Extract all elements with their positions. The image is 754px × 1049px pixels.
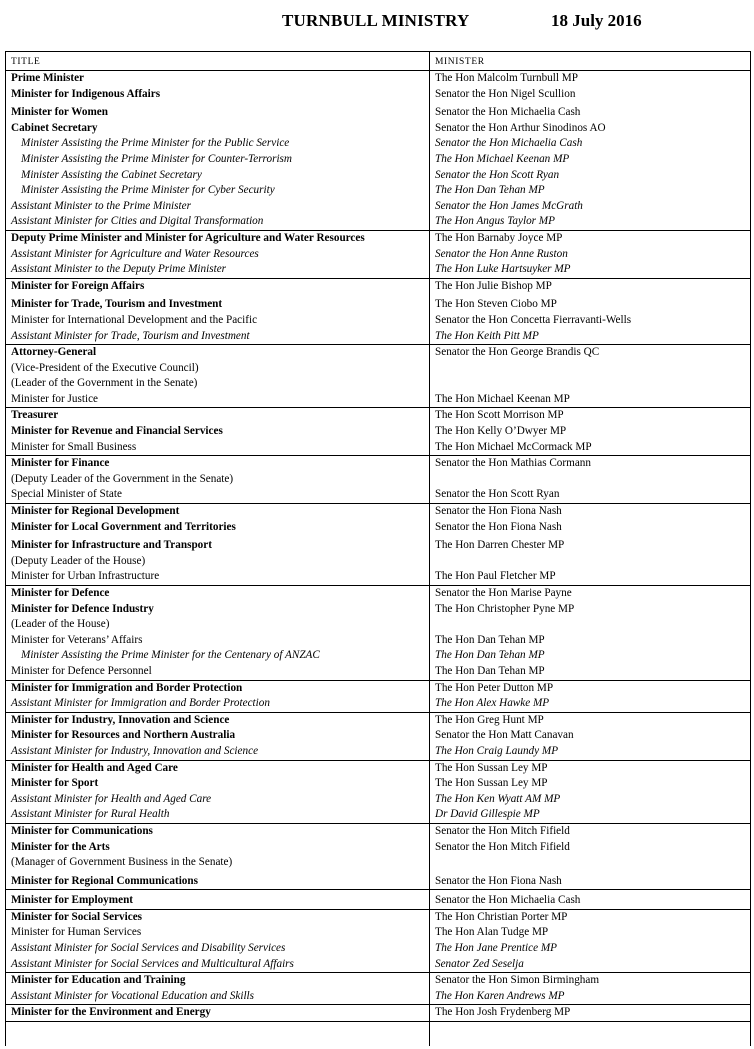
minister-name: The Hon Greg Hunt MP (429, 712, 751, 728)
minister-name: Senator the Hon Fiona Nash (435, 874, 562, 887)
document-title: TURNBULL MINISTRY (282, 11, 470, 30)
table-row (5, 807, 751, 823)
table-row (5, 664, 751, 680)
minister-name: The Hon Peter Dutton MP (429, 680, 751, 696)
minister-name (429, 617, 751, 633)
table-row (5, 361, 751, 377)
minister-name: Senator the Hon Mitch Fifield (429, 823, 751, 839)
minister-name: The Hon Scott Morrison MP (429, 408, 751, 424)
office-title: Minister for Foreign Affairs (5, 278, 429, 294)
table-header-row (5, 52, 751, 71)
table-row (5, 278, 751, 294)
minister-name: Senator the Hon Simon Birmingham (429, 973, 751, 989)
minister-name (429, 472, 751, 488)
minister-name: Dr David Gillespie MP (435, 808, 540, 821)
table-row (5, 792, 751, 808)
table-row (5, 973, 751, 989)
office-title: Minister for Revenue and Financial Services (11, 425, 223, 438)
ministry-table (5, 51, 751, 1022)
table-row (5, 152, 751, 168)
minister-name (429, 554, 751, 570)
table-row (5, 989, 751, 1005)
minister-name: Senator the Hon Scott Ryan (435, 488, 560, 501)
document-date: 18 July 2016 (551, 11, 642, 30)
table-row (5, 680, 751, 696)
office-title: Minister for Urban Infrastructure (11, 570, 160, 583)
table-column-divider (429, 51, 430, 1046)
table-row (5, 71, 751, 87)
office-title: (Deputy Leader of the House) (11, 554, 146, 567)
table-row (5, 168, 751, 184)
document-header (0, 11, 754, 35)
office-title: Minister Assisting the Cabinet Secretary (21, 168, 202, 181)
minister-name: The Hon Ken Wyatt AM MP (435, 792, 561, 805)
table-row (5, 329, 751, 345)
table-row (5, 554, 751, 570)
column-header-minister: MINISTER (429, 52, 751, 71)
table-row (5, 376, 751, 392)
table-row (5, 712, 751, 728)
minister-name: The Hon Christian Porter MP (429, 909, 751, 925)
office-title: Minister Assisting the Prime Minister for the Centenary of ANZAC (21, 649, 320, 662)
table-row (5, 121, 751, 137)
office-title: Assistant Minister for Industry, Innovation and Science (11, 744, 259, 757)
office-title: Minister for Defence (5, 586, 429, 602)
office-title: Minister for Health and Aged Care (5, 760, 429, 776)
table-row (5, 728, 751, 744)
minister-name: Senator the Hon Fiona Nash (435, 520, 562, 533)
minister-name: The Hon Kelly O’Dwyer MP (435, 425, 567, 438)
office-title: Assistant Minister for Vocational Education and Skills (11, 989, 255, 1002)
column-header-title: TITLE (5, 52, 429, 71)
table-row (5, 313, 751, 329)
office-title: Minister for Indigenous Affairs (11, 87, 161, 100)
office-title: Minister Assisting the Prime Minister for Counter-Terrorism (21, 152, 292, 165)
table-row (5, 87, 751, 103)
minister-name: Senator the Hon Anne Ruston (435, 247, 568, 260)
table-row (5, 823, 751, 839)
office-title: Minister for Local Government and Territories (11, 520, 236, 533)
table-left-border (5, 51, 6, 1046)
minister-name: The Hon Michael Keenan MP (435, 152, 570, 165)
office-title: Assistant Minister for Health and Aged Care (11, 792, 212, 805)
table-row (5, 925, 751, 941)
office-title: Minister for Regional Communications (11, 874, 198, 887)
minister-name: Senator the Hon Michaelia Cash (435, 106, 581, 119)
minister-name: Senator the Hon Scott Ryan (435, 168, 560, 181)
minister-name (429, 361, 751, 377)
office-title: Minister for Defence Personnel (11, 664, 152, 677)
table-row (5, 214, 751, 230)
minister-name: The Hon Dan Tehan MP (435, 633, 545, 646)
minister-name: Senator the Hon George Brandis QC (429, 345, 751, 361)
office-title: Minister for Infrastructure and Transport (11, 539, 212, 552)
table-row (5, 941, 751, 957)
table-right-border (750, 51, 751, 1046)
office-title: Minister for Justice (11, 392, 98, 405)
minister-name: Senator the Hon Concetta Fierravanti-Wells (435, 313, 632, 326)
table-row (5, 472, 751, 488)
minister-name: The Hon Alan Tudge MP (435, 926, 549, 939)
table-row (5, 392, 751, 408)
office-title: (Leader of the House) (11, 618, 110, 631)
office-title: (Leader of the Government in the Senate) (11, 377, 198, 390)
minister-name: The Hon Michael McCormack MP (435, 440, 592, 453)
table-row (5, 760, 751, 776)
office-title: Minister for Immigration and Border Protection (5, 680, 429, 696)
office-title: Minister for Finance (5, 456, 429, 472)
minister-name: The Hon Sussan Ley MP (429, 760, 751, 776)
table-row (5, 136, 751, 152)
table-row (5, 520, 751, 536)
minister-name: The Hon Craig Laundy MP (435, 744, 559, 757)
table-row (5, 456, 751, 472)
minister-name: The Hon Julie Bishop MP (429, 278, 751, 294)
office-title: Cabinet Secretary (11, 121, 98, 134)
office-title: Minister Assisting the Prime Minister for Cyber Security (21, 184, 275, 197)
office-title: Attorney-General (5, 345, 429, 361)
table-row (5, 696, 751, 712)
minister-name: The Hon Darren Chester MP (435, 539, 565, 552)
office-title: Minister Assisting the Prime Minister for the Public Service (21, 137, 290, 150)
minister-name: Senator the Hon Fiona Nash (429, 504, 751, 520)
minister-name: Senator the Hon James McGrath (435, 199, 583, 212)
minister-name: Senator the Hon Michaelia Cash (429, 890, 751, 910)
office-title: Treasurer (5, 408, 429, 424)
office-title: (Deputy Leader of the Government in the Senate) (11, 472, 234, 485)
minister-name: The Hon Dan Tehan MP (435, 664, 545, 677)
minister-name (429, 376, 751, 392)
office-title: Minister for the Environment and Energy (5, 1005, 429, 1022)
minister-name (429, 855, 751, 871)
minister-name: Senator the Hon Nigel Scullion (435, 87, 576, 100)
table-row (5, 586, 751, 602)
office-title: Minister for Employment (5, 890, 429, 910)
table-row (5, 408, 751, 424)
office-title: Assistant Minister for Rural Health (11, 808, 170, 821)
office-title: Assistant Minister for Social Services and Multicultural Affairs (11, 957, 294, 970)
table-row (5, 230, 751, 246)
office-title: Deputy Prime Minister and Minister for Agriculture and Water Resources (5, 230, 429, 246)
table-row (5, 440, 751, 456)
minister-name: The Hon Dan Tehan MP (435, 649, 545, 662)
office-title: Assistant Minister for Social Services and Disability Services (11, 942, 286, 955)
table-row (5, 504, 751, 520)
table-row (5, 535, 751, 554)
table-row (5, 617, 751, 633)
minister-name: The Hon Angus Taylor MP (435, 215, 555, 228)
office-title: Minister for Social Services (5, 909, 429, 925)
table-row (5, 602, 751, 618)
minister-name: The Hon Steven Ciobo MP (435, 298, 557, 311)
office-title: Assistant Minister to the Prime Minister (11, 199, 191, 212)
office-title: Minister for Human Services (11, 926, 142, 939)
table-row (5, 262, 751, 278)
table-row (5, 345, 751, 361)
office-title: Minister for Regional Development (5, 504, 429, 520)
minister-name: The Hon Michael Keenan MP (435, 392, 570, 405)
table-row (5, 633, 751, 649)
office-title: Minister for Trade, Tourism and Investment (11, 298, 223, 311)
table-row (5, 199, 751, 215)
minister-name: Senator Zed Seselja (435, 957, 524, 970)
office-title: Minister for Veterans’ Affairs (11, 633, 143, 646)
office-title: Minister for Sport (11, 777, 99, 790)
table-row (5, 776, 751, 792)
minister-name: The Hon Barnaby Joyce MP (429, 230, 751, 246)
table-row (5, 247, 751, 263)
minister-name: The Hon Keith Pitt MP (435, 329, 539, 342)
office-title: (Vice-President of the Executive Council) (11, 361, 199, 374)
minister-name: Senator the Hon Matt Canavan (435, 729, 574, 742)
office-title: Special Minister of State (11, 488, 122, 501)
table-row (5, 424, 751, 440)
table-row (5, 487, 751, 503)
office-title: Minister for Industry, Innovation and Science (5, 712, 429, 728)
table-row (5, 648, 751, 664)
table-row (5, 569, 751, 585)
table-row (5, 1005, 751, 1022)
office-title: (Manager of Government Business in the Senate) (11, 856, 233, 869)
office-title: Assistant Minister for Agriculture and Water Resources (11, 247, 259, 260)
minister-name: The Hon Sussan Ley MP (435, 777, 548, 790)
minister-name: The Hon Malcolm Turnbull MP (429, 71, 751, 87)
table-row (5, 957, 751, 973)
table-row (5, 840, 751, 856)
table-row (5, 744, 751, 760)
table-row (5, 102, 751, 121)
office-title: Minister for Communications (5, 823, 429, 839)
minister-name: Senator the Hon Mitch Fifield (435, 840, 570, 853)
office-title: Assistant Minister to the Deputy Prime Minister (11, 263, 227, 276)
office-title: Minister for Women (11, 106, 108, 119)
minister-name: Senator the Hon Marise Payne (429, 586, 751, 602)
office-title: Assistant Minister for Trade, Tourism and Investment (11, 329, 250, 342)
table-row (5, 871, 751, 890)
office-title: Prime Minister (5, 71, 429, 87)
office-title: Minister for Defence Industry (11, 602, 154, 615)
minister-name: Senator the Hon Arthur Sinodinos AO (435, 121, 606, 134)
minister-name: The Hon Josh Frydenberg MP (429, 1005, 751, 1022)
table-row (5, 294, 751, 313)
office-title: Assistant Minister for Immigration and Border Protection (11, 697, 270, 710)
minister-name: The Hon Paul Fletcher MP (435, 570, 556, 583)
minister-name: The Hon Karen Andrews MP (435, 989, 565, 1002)
table-row (5, 855, 751, 871)
minister-name: The Hon Alex Hawke MP (435, 697, 550, 710)
office-title: Minister for the Arts (11, 840, 110, 853)
minister-name: The Hon Luke Hartsuyker MP (435, 263, 571, 276)
office-title: Minister for Education and Training (5, 973, 429, 989)
minister-name: The Hon Dan Tehan MP (435, 184, 545, 197)
office-title: Assistant Minister for Cities and Digital Transformation (11, 215, 264, 228)
office-title: Minister for Resources and Northern Australia (11, 729, 236, 742)
table-row (5, 890, 751, 910)
table-row (5, 909, 751, 925)
minister-name: The Hon Christopher Pyne MP (435, 602, 575, 615)
office-title: Minister for International Development and the Pacific (11, 313, 258, 326)
minister-name: Senator the Hon Michaelia Cash (435, 137, 583, 150)
minister-name: The Hon Jane Prentice MP (435, 942, 557, 955)
minister-name: Senator the Hon Mathias Cormann (429, 456, 751, 472)
office-title: Minister for Small Business (11, 440, 137, 453)
table-row (5, 183, 751, 199)
